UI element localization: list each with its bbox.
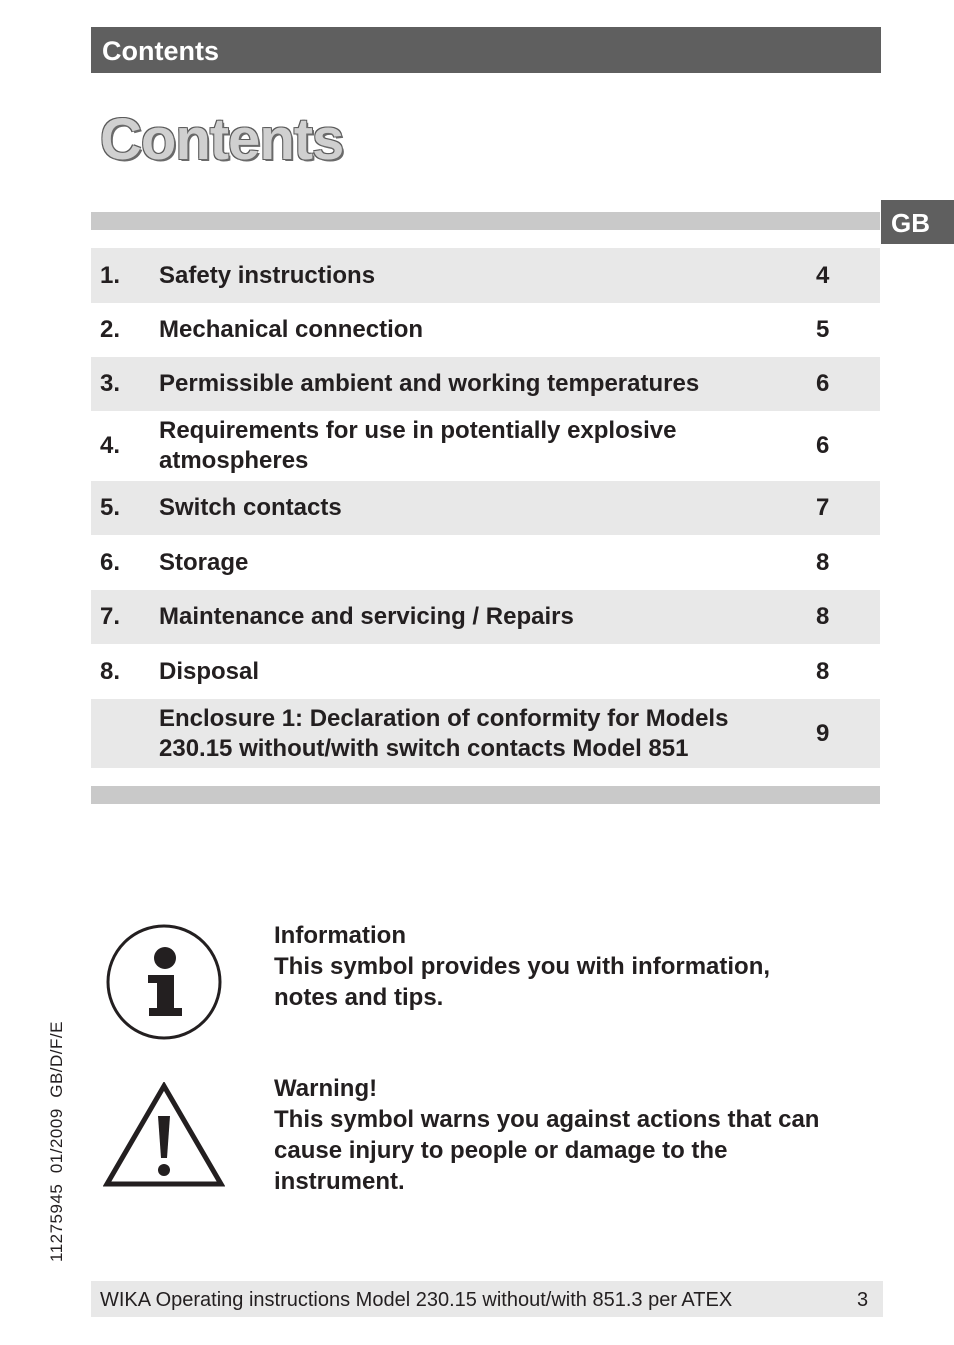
toc-number: 2. bbox=[100, 316, 121, 343]
toc-title: Disposal bbox=[159, 657, 260, 685]
section-header bbox=[91, 27, 881, 73]
toc-row[interactable] bbox=[91, 644, 880, 699]
toc-title: Switch contacts bbox=[159, 494, 342, 521]
warning-notice bbox=[274, 1073, 834, 1197]
toc-number: 3. bbox=[100, 370, 121, 397]
toc-page: 7 bbox=[816, 494, 830, 521]
top-divider bbox=[91, 212, 880, 230]
information-heading: Information bbox=[274, 922, 406, 949]
toc-page: 8 bbox=[816, 548, 830, 576]
toc-row[interactable] bbox=[91, 699, 880, 768]
toc-title: Enclosure 1: Declaration of conformity for Models 230.15 without/with switch contacts Model 851 bbox=[159, 704, 729, 762]
page-number: 3 bbox=[857, 1289, 869, 1311]
section-header-title: Contents bbox=[102, 36, 219, 66]
toc-page: 5 bbox=[816, 316, 830, 343]
toc-row[interactable] bbox=[91, 303, 880, 357]
toc-page: 6 bbox=[816, 432, 830, 459]
warning-icon bbox=[103, 1082, 225, 1188]
toc-page: 8 bbox=[816, 603, 830, 630]
toc-title: Safety instructions bbox=[159, 261, 376, 289]
toc-number: 4. bbox=[100, 432, 121, 459]
warning-text: This symbol warns you against actions that can cause injury to people or damage to the instrument. bbox=[274, 1106, 820, 1195]
page-footer bbox=[91, 1281, 883, 1317]
information-icon bbox=[104, 922, 224, 1042]
bottom-divider bbox=[91, 786, 880, 804]
toc-title: Maintenance and servicing / Repairs bbox=[159, 603, 574, 630]
toc-number: 8. bbox=[100, 657, 121, 685]
toc-row[interactable] bbox=[91, 411, 880, 481]
toc-number: 5. bbox=[100, 494, 121, 521]
table-of-contents bbox=[91, 248, 880, 768]
page-title: Contents bbox=[100, 107, 344, 172]
toc-title: Requirements for use in potentially explosive atmospheres bbox=[159, 417, 677, 474]
information-notice bbox=[274, 920, 834, 1013]
toc-number: 7. bbox=[100, 603, 121, 630]
toc-title: Storage bbox=[159, 548, 249, 576]
toc-number: 6. bbox=[100, 548, 121, 576]
toc-row[interactable] bbox=[91, 481, 880, 535]
toc-title: Mechanical connection bbox=[159, 316, 424, 343]
document-code: 11275945 01/2009 GB/D/F/E bbox=[47, 1021, 66, 1262]
toc-title: Permissible ambient and working temperatures bbox=[159, 370, 700, 397]
toc-page: 9 bbox=[816, 719, 830, 747]
toc-page: 6 bbox=[816, 370, 830, 397]
toc-row[interactable] bbox=[91, 248, 880, 303]
warning-heading: Warning! bbox=[274, 1075, 378, 1102]
toc-row[interactable] bbox=[91, 535, 880, 590]
toc-page: 4 bbox=[816, 261, 830, 289]
information-text: This symbol provides you with information, notes and tips. bbox=[274, 953, 771, 1011]
toc-row[interactable] bbox=[91, 590, 880, 644]
language-tab: GB bbox=[881, 200, 954, 244]
toc-row[interactable] bbox=[91, 357, 880, 411]
toc-number: 1. bbox=[100, 261, 121, 289]
toc-page: 8 bbox=[816, 657, 830, 685]
footer-text: WIKA Operating instructions Model 230.15 without/with 851.3 per ATEX bbox=[100, 1289, 733, 1311]
